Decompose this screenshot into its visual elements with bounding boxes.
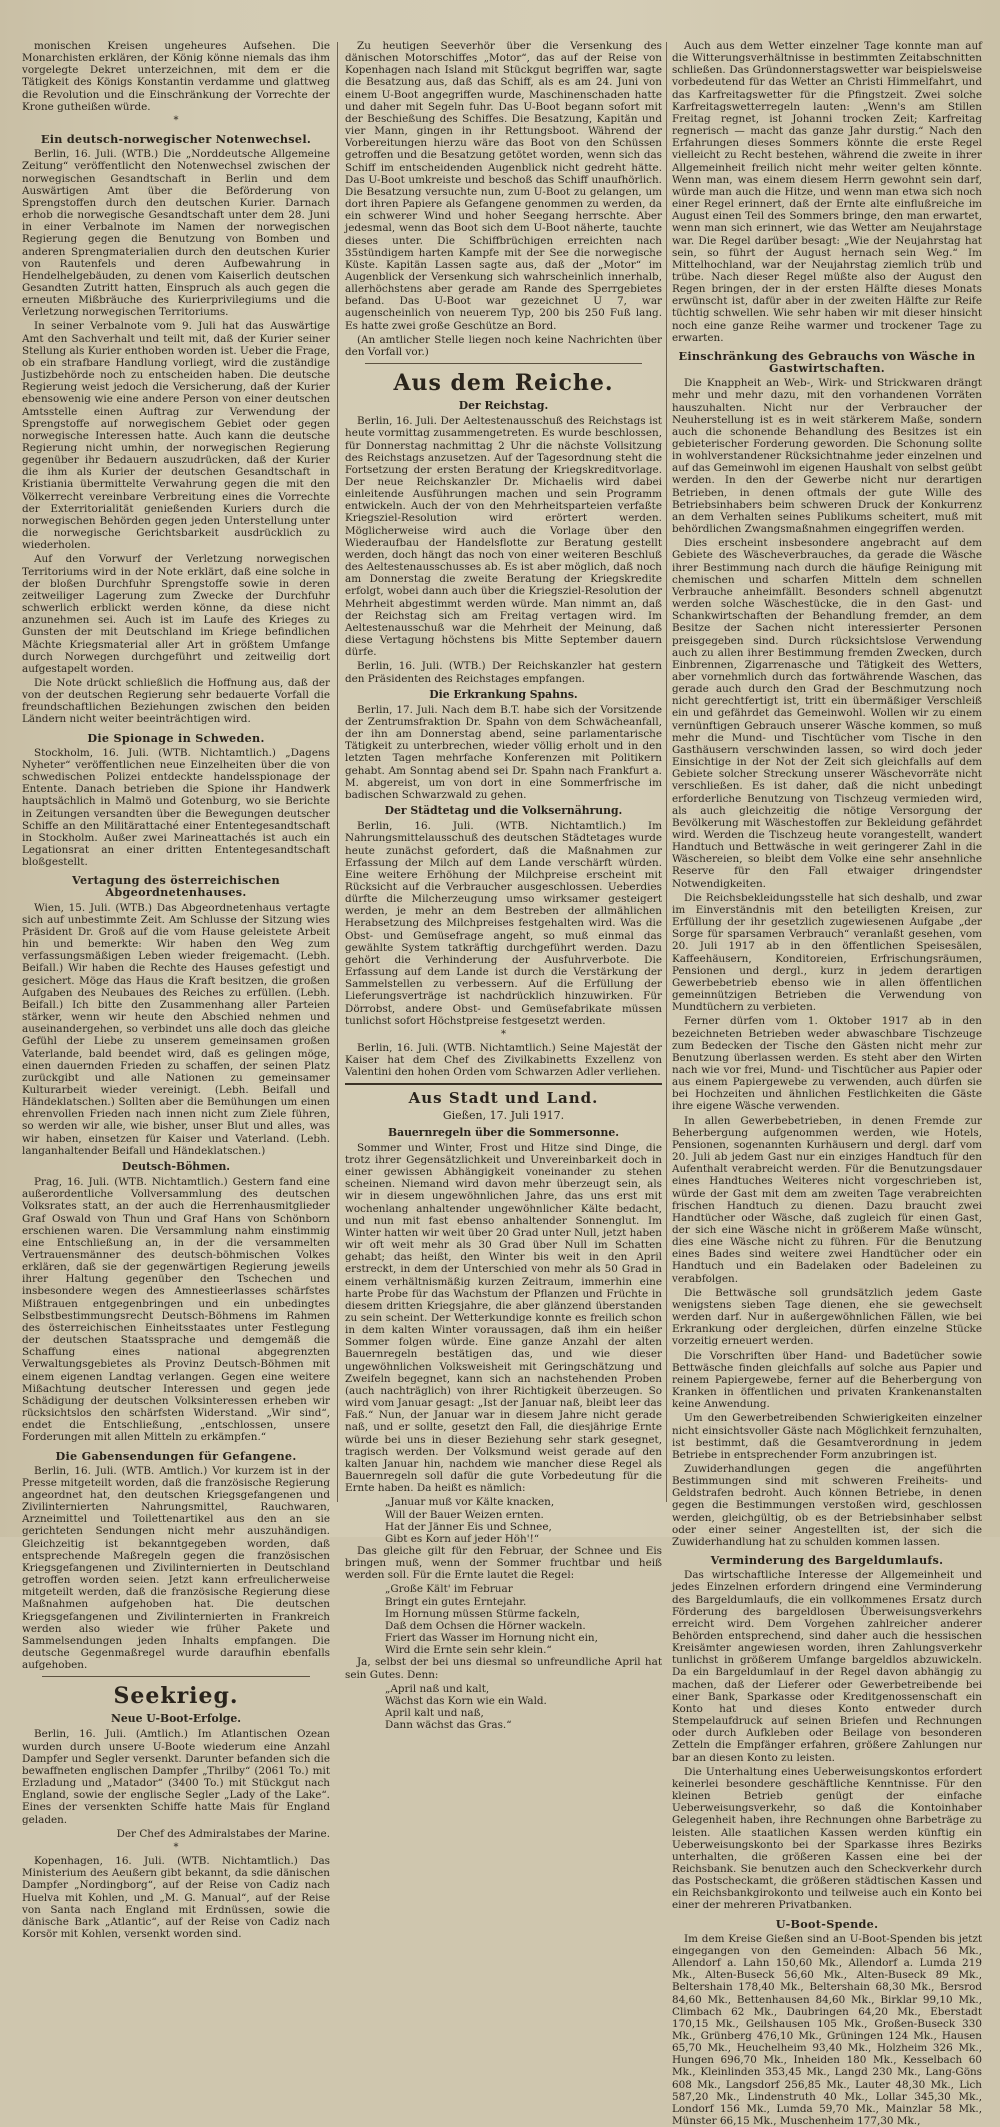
paragraph: In seiner Verbalnote vom 9. Juli hat das Auswärtige Amt den Sachverhalt und teilt mit, daß der Kurier seiner Stellung als Kurier enthoben worden ist. Ueber die Frage, ob ein strafbare Handlung vorliegt, wird die zuständige Justizbehörde noch zu entscheiden haben. Die deutsche Regierung weist jedoch die Versicherung, daß der Kurier ebensowenig wie eine andere Person von einer deutschen Amtsstelle einen Auftrag zur Verwendung der Sprengstoffe auf norwegischem Gebiet oder gegen norwegische Interessen hatte. Auch kann die deutsche Regierung nicht umhin, der norwegischen Regierung gegenüber ihr Bedauern auszudrücken, daß der Kurier die ihm als Kurier der deutschen Gesandtschaft in Kristiania übermittelte Verwahrung gegen die mit den Völkerrecht vereinbare Verbreitung eines die Vorrechte der Exterritorialität genießenden Kuriers durch die norwegischen Behörden gegen jeden Unterstellung unter die norwegische Gerichtsbarkeit ausdrücklich zu wiederholen. <box>22 320 330 552</box>
paragraph: Kopenhagen, 16. Juli. (WTB. Nichtamtlich.) Das Ministerium des Aeußern gibt bekannt, da sdie dänischen Dampfer „Nordingborg“, auf der Reise von Cadiz nach Huelva mit Kohlen, und „M. G. Manual“, auf der Reise von Santa nach England mit Erdnüssen, sowie die dänische Bark „Atlantic“, auf der Reise von Cadiz nach Korsör mit Kohlen, versenkt worden sind. <box>22 1855 330 1940</box>
headline: Vertagung des österreichischen Abgeordnetenhauses. <box>72 873 280 900</box>
paragraph: Ferner dürfen vom 1. Oktober 1917 ab in den bezeichneten Betrieben weder abwaschbare Tischzeuge zum Bedecken der Tische den Gästen nicht mehr zur Benutzung überlassen werden. Es steht aber den Wirten nach wie vor frei, Mund- und Tischtücher aus Papier oder aus einem Papiergewebe zu verwenden, auch dürfen sie bei Hochzeiten und ähnlichen Festlichkeiten die Gäste ihre eigene Wäsche verwenden. <box>672 1015 982 1113</box>
verse-line: Friert das Wasser im Hornung nicht ein, <box>385 1632 598 1645</box>
headline: Verminderung des Bargeldumlaufs. <box>710 1553 944 1568</box>
paragraph: Zuwiderhandlungen gegen die angeführten Bestimmungen sind mit schweren Freiheits- und Geldstrafen bedroht. Auch können Betriebe, in denen gegen die Bestimmungen verstoßen wird, geschlossen werden, gleichgültig, ob es der Betriebsinhaber selbst oder einer seiner Angestellten ist, der sich die Zuwiderhandlung hat zu schulden kommen lassen. <box>672 1462 982 1548</box>
verse-line: „Januar muß vor Kälte knacken, <box>385 1496 555 1509</box>
headline: Der Städtetag und die Volksernährung. <box>384 804 623 818</box>
separator-asterisk: * <box>501 1028 506 1040</box>
paragraph: (An amtlicher Stelle liegen noch keine Nachrichten über den Vorfall vor.) <box>345 333 662 358</box>
signature-line: Der Chef des Admiralstabes der Marine. <box>116 1827 330 1840</box>
paragraph: Im dem Kreise Gießen sind an U-Boot-Spenden bis jetzt eingegangen von den Gemeinden: Albach 56 Mk., Allendorf a. Lahn 150,60 Mk., Allendorf a. Lumda 219 Mk., Alten-Buseck 56,60 Mk., Alten-Buseck 89 Mk., Beltershain 178,40 Mk., Beltershain 68,30 Mk., Bersrod 84,60 Mk., Bettenhausen 84,60 Mk., Birklar 99,10 Mk., Climbach 62 Mk., Daubringen 64,20 Mk., Eberstadt 170,15 Mk., Geilshausen 105 Mk., Großen-Buseck 330 Mk., Grünberg 476,10 Mk., Grüningen 124 Mk., Hausen 65,70 Mk., Heuchelheim 93,40 Mk., Holzheim 326 Mk., Hungen 696,70 Mk., Inheiden 180 Mk., Kesselbach 60 Mk., Kleinlinden 353,45 Mk., Langd 230 Mk., Lang-Göns 608 Mk., Langsdorf 256,85 Mk., Lauter 48,30 Mk., Lich 587,20 Mk., Lindenstruth 40 Mk., Lollar 345,30 Mk., Londorf 156 Mk., Lumda 59,70 Mk., Mainzlar 58 Mk., Münster 66,15 Mk., Muschenheim 177,30 Mk., <box>672 1932 982 2127</box>
paragraph: Das gleiche gilt für den Februar, der Schnee und Eis bringen muß, wenn der Sommer fruchtbar und heiß werden soll. Für die Ernte lautet die Regel: <box>345 1544 662 1582</box>
column-rule <box>337 42 338 1502</box>
paragraph: Berlin, 16. Juli. Der Aeltestenausschuß des Reichstags ist heute vormittag zusammengetreten. Es wurde beschlossen, für Donnerstag nachmittag 2 Uhr die nächste Vollsitzung des Reichstags anzusetzen. Auf der Tagesordnung steht die Fortsetzung der ersten Beratung der Kriegskreditvorlage. Der neue Reichskanzler Dr. Michaelis wird dabei einleitende Ausführungen machen und sein Programm entwickeln. Auch der von den Mehrheitsparteien verfaßte Kriegsziel-Resolution wird erörtert werden. Möglicherweise wird auch die Vorlage über den Wiederaufbau der Handelsflotte zur Beratung gestellt werden, doch hängt das noch von einer weiteren Beschluß des Aeltestenausschusses ab. Es ist aber möglich, daß noch am Donnerstag die zweite Beratung der Kriegskredite erfolgt, wobei dann auch über die Kriegsziel-Resolution der Mehrheit abgestimmt werden würde. Man nimmt an, daß der Reichstag sich am Freitag vertagen wird. Im Aeltestenausschuß war die Mehrheit der Meinung, daß diese Vertagung höchstens bis Mitte September dauern dürfe. <box>345 415 662 659</box>
column-middle <box>345 40 662 1732</box>
paragraph: Berlin, 17. Juli. Nach dem B.T. habe sich der Vorsitzende der Zentrumsfraktion Dr. Spahn von dem Schwächeanfall, der ihn am Donnerstag abend, seine parlamentarische Tätigkeit zu unterbrechen, wieder völlig erholt und in den letzten Tagen mehrfache Konferenzen mit Politikern gehabt. Am Sonntag abend sei Dr. Spahn nach Frankfurt a. M. abgereist, um von dort in eine Sommerfrische im badischen Schwarzwald zu gehen. <box>345 703 662 801</box>
verse-block <box>345 1496 662 1545</box>
headline: Deutsch-Böhmen. <box>121 1159 231 1173</box>
verse-line: Bringt ein gutes Erntejahr. <box>385 1595 527 1608</box>
verse-line: Wird die Ernte sein sehr klein.“ <box>385 1644 552 1657</box>
paragraph: Die Note drückt schließlich die Hoffnung aus, daß der von der deutschen Regierung sehr bedauerte Vorfall die freundschaftlichen Beziehungen zwischen den beiden Ländern nicht weiter beeinträchtigen wird. <box>22 676 330 726</box>
paragraph: Prag, 16. Juli. (WTB. Nichtamtlich.) Gestern fand eine außerordentliche Vollversammlung des deutschen Volksrates statt, an der auch die Herrenhausmitglieder Graf Oswald von Thun und Graf Hans von Schönborn erschienen waren. Die Versammlung nahm einstimmig eine Entschließung an, in der die versammelten Vertrauensmänner des deutsch-böhmischen Volkes erklären, daß sie der gegenwärtigen Regierung jeweils ihrer Haltung gegenüber den Tschechen und insbesondere wegen des Amnestieerlasses schärfstes Mißtrauen entgegenbringen und ein unbedingtes Selbstbestimmungsrecht Deutsch-Böhmens im Rahmen des österreichischen Einheitsstaates unter Festlegung der deutschen Staatssprache und demgemäß die Schaffung eines national abgegrenzten Verwaltungsgebietes als Provinz Deutsch-Böhmen mit einem eigenen Landtag verlangen. Gegen eine weitere Mißachtung deutscher Interessen und gegen jede Schädigung der deutschen Volksinteressen erheben wir rücksichtslos den schärfsten Widerstand. „Wir sind“, endet die Entschließung, „entschlossen, unsere Forderungen mit allen Mitteln zu erkämpfen.“ <box>22 1176 330 1444</box>
divider <box>345 1083 662 1085</box>
paragraph: Zu heutigen Seeverhör über die Versenkung des dänischen Motorschiffes „Motor“, das auf der Reise von Kopenhagen nach Island mit Stückgut begriffen war, sagte die Besatzung aus, daß das Schiff, als es am 24. Juni von einem U-Boot angegriffen wurde, Maschinenschaden hatte und daher mit Segeln fuhr. Das U-Boot begann sofort mit der Beschießung des Schiffes. Die Besatzung, Kapitän und vier Mann, gingen in ihr Rettungsboot. Während der Vorbereitungen hierzu wäre das Boot von den Schüssen getroffen und die Besatzung getötet worden, wenn sich das Schiff im entscheidenden Augenblick nicht gedreht hätte. Das U-Boot umkreiste und beschoß das Schiff unaufhörlich. Die Besatzung versuchte nun, zum U-Boot zu gelangen, um dort ihren Papiere als Gefangene genommen zu werden, da ein schwerer Wind und hoher Seegang herrschte. Aber jedesmal, wenn das Boot sich dem U-Boot näherte, tauchte dieses unter. Die Schiffbrüchigen erreichten nach 35stündigem harten Kampfe mit der See die norwegische Küste. Kapitän Lassen sagte aus, daß der „Motor“ im Augenblick der Versenkung sich wahrscheinlich innerhalb, allerhöchstens aber gerade am Rande des Sperrgebietes befand. Das U-Boot war gezeichnet U 7, war augenscheinlich von neuerem Typ, 200 bis 250 Fuß lang. Es hatte zwei große Geschütze an Bord. <box>345 40 662 332</box>
paragraph: Berlin, 16. Juli. (WTB.) Die „Norddeutsche Allgemeine Zeitung“ veröffentlicht den Notenwechsel zwischen der norwegischen Gesandtschaft in Berlin und dem Auswärtigen Amt über die Beförderung von Sprengstoffen durch den deutschen Kurier. Darnach erhob die norwegische Gesandtschaft unter dem 28. Juni in einer Verbalnote im Namen der norwegischen Regierung gegen die Benutzung von Bomben und anderen Sprengmaterialien durch den deutschen Kurier von Rautenfels und deren Aufbewahrung in Hendelhelgebäuden, zu denen vom Kaiserlich deutschen Gesandten Zutritt hatten, Einspruch als auch gegen die erneuten Mißbräuche des Kurierprivilegiums und die Verletzung norwegischen Territoriums. <box>22 148 330 319</box>
headline: Der Reichstag. <box>458 399 549 413</box>
paragraph: Auch aus dem Wetter einzelner Tage konnte man auf die Witterungsverhältnisse in bestimmten Zeitabschnitten schließen. Das Gründonnerstagswetter war beispielsweise vorbedeutend für das Wetter an Christi Himmelfahrt, und das Karfreitagswetter für die Pfingstzeit. Zwei solche Karfreitagswetterregeln lauten: „Wenn's am Stillen Freitag regnet, ist Johanni trocken Zeit; Karfreitag regnerisch — macht das ganze Jahr durstig.“ Nach den Erfahrungen dieses Sommers könnte die erste Regel vielleicht zu Recht bestehen, während die zweite in ihrer Allgemeinheit freilich nicht mehr weiter gelten könnte. Wenn man, was einem diesem Herrn gewohnt sein darf, würde man auch die Hitze, und wenn man etwa sich noch einer Regel erinnert, daß der Ernte alte einflußreiche im August einen Teil des Sommers bringe, den man erwartet, wenn man sich erinnert, wie das Wetter am Neujahrstage war. Die Regel darüber besagt: „Wie der Neujahrstag hat sein, so führt der August hernach sein Weg.“ Im Mittelhochland, war der Neujahrstag ziemlich trüb und trübe. Nach dieser Regel müßte also der August den Regen bringen, der in der ersten Hälfte dieses Monats erwünscht ist, dafür aber in der zweiten Hälfte zur Reife tüchtig schwellen. Wie sehr haben wir mit dieser hinsicht noch eine ganze Reihe warmer und trockener Tage zu erwarten. <box>672 40 982 344</box>
paragraph: Berlin, 16. Juli. (WTB. Nichtamtlich.) Seine Majestät der Kaiser hat dem Chef des Zivilkabinetts Exzellenz von Valentini den hohen Orden vom Schwarzen Adler verliehen. <box>345 1042 662 1079</box>
paragraph: Um den Gewerbetreibenden Schwierigkeiten einzelner nicht einsichtsvoller Gäste nach Möglichkeit fernzuhalten, ist bestimmt, daß die Gesamtverordnung in jedem Betriebe in entsprechender Form anzubringen ist. <box>672 1412 982 1461</box>
paragraph: Berlin, 16. Juli. (WTB. Amtlich.) Vor kurzem ist in der Presse mitgeteilt worden, daß die französische Regierung angeordnet hat, den deutschen Kriegsgefangenen und Zivilinternierten Nahrungsmittel, Rauchwaren, Arzneimittel und Toilettenartikel aus den an sie gerichteten Sendungen nicht mehr auszuhändigen. Gleichzeitig ist bekanntgegeben worden, daß entsprechende Maßregeln gegen die französischen Kriegsgefangenen und Zivilinternierten in Deutschland getroffen worden seien. Jetzt kann erfreulicherweise mitgeteilt werden, daß die französische Regierung diese Maßnahmen aufgehoben hat. Die deutschen Kriegsgefangenen und Zivilinternierten in Frankreich werden also wieder wie früher Pakete und Sammelsendungen jeden Inhalts empfangen. Die deutsche Gegenmaßregel wurde daraufhin ebenfalls aufgehoben. <box>22 1464 330 1672</box>
headline: Neue U-Boot-Erfolge. <box>111 1712 241 1726</box>
verse-line: Im Hornung müssen Stürme fackeln, <box>385 1607 580 1620</box>
paragraph: In allen Gewerbebetrieben, in denen Fremde zur Beherbergung aufgenommen werden, wie Hotels, Pensionen, sogenannten Kurhäusern und dergl. darf vom 20. Juli ab jedem Gast nur ein einziges Handtuch für den Aufenthalt verabreicht werden. Für die Benutzungsdauer eines Handtuches Weiteres nicht vorgeschrieben ist, würde der Gast mit dem am zweiten Tage verabreichten frischen Handtuch zu dienen. Dazu braucht zwei Handtücher oder Wäsche, daß zugleich für einen Gast, der sich eine Wäsche nicht in größerem Maße wünscht, dies eine Wäsche nicht zu führen. Für die Benutzung eines Bades sind weitere zwei Handtücher oder ein Handtuch und ein Badelaken oder Badeleinen zu verabfolgen. <box>672 1114 982 1285</box>
paragraph: Die Unterhaltung eines Ueberweisungskontos erfordert keinerlei besondere geschäftliche Kenntnisse. Für den kleinen Betrieb genügt der einfache Ueberweisungsverkehr, so daß die Kontoinhaber Gelegenheit haben, ihre Rechnungen ohne Barbeträge zu leisten. Alle staatlichen Kassen werden künftig ein Ueberweisungskonto bei der Sparkasse ihres Bezirks unterhalten, die größeren Kassen eine bei der Reichsbank. Sie benutzen auch den Scheckverkehr durch das Postscheckamt, die größeren städtischen Kassen und ein Reichsbankgirokonto und teilweise auch ein Konto bei einer der mehreren Privatbanken. <box>672 1765 982 1912</box>
verse-line: Daß dem Ochsen die Hörner wackeln. <box>385 1619 586 1632</box>
column-right <box>672 40 982 2127</box>
paragraph: Die Bettwäsche soll grundsätzlich jedem Gaste wenigstens sieben Tage dienen, ehe sie gewechselt werden darf. Nur in außergewöhnlichen Fällen, wie bei Erkrankung oder dergleichen, dürfen einzelne Stücke vorzeitig erneuert werden. <box>672 1286 982 1348</box>
column-left <box>22 40 330 1940</box>
paragraph: Ja, selbst der bei uns diesmal so unfreundliche April hat sein Gutes. Denn: <box>345 1656 662 1681</box>
verse-block <box>345 1683 662 1732</box>
paragraph: Berlin, 16. Juli. (WTB. Nichtamtlich.) Im Nahrungsmittelausschuß des deutschen Städtetages wurde heute zunächst gefordert, daß die Maßnahmen zur Erfassung der Milch auf dem Lande verschärft würden. Eine weitere Erhöhung der Milchpreise erscheint mit Rücksicht auf die Verbraucher ausgeschlossen. Ueberdies dürfte die Milcherzeugung umso wirksamer gesteigert werden, je mehr an dem Bestreben der allmählichen Herabsetzung des Milchpreises festgehalten wird. Was die Obst- und Gemüsefrage angeht, so muß einmal das gewählte System tatkräftig durchgeführt werden. Dazu gehört die Verhinderung der Ausfuhrverbote. Die Erfassung auf dem Lande ist durch die Verstärkung der Sammelstellen zu verbessern. Auf die Erfüllung der Lieferungsverträge ist nachdrücklich hinzuwirken. Für Dörrobst, andere Obst- und Gemüsefabrikate müssen tunlichst sofort Höchstpreise festgesetzt werden. <box>345 820 662 1027</box>
paragraph: Auf den Vorwurf der Verletzung norwegischen Territoriums wird in der Note erklärt, daß eine solche in der bloßen Durchfuhr Sprengstoffe sowie in deren zeitweiliger Lagerung zum Zwecke der Durchfuhr schwerlich erblickt werden könne, da diese nicht anzunehmen sei. Auch ist im Laufe des Krieges zu Gunsten der mit Deutschland im Kriege befindlichen Mächte Kriegsmaterial aller Art in größtem Umfange durch Norwegen durchgeführt und zeitweilig dort aufgestapelt worden. <box>22 553 330 675</box>
divider <box>365 363 642 364</box>
section-title: Aus Stadt und Land. <box>408 1088 599 1107</box>
separator-asterisk: * <box>173 1841 179 1853</box>
verse-line: Wächst das Korn wie ein Wald. <box>385 1694 547 1707</box>
column-rule <box>666 42 667 1502</box>
section-title: Aus dem Reiche. <box>393 370 614 397</box>
headline: Die Erkrankung Spahns. <box>429 687 578 701</box>
separator-asterisk: * <box>173 114 179 126</box>
paragraph: Die Vorschriften über Hand- und Badetücher sowie Bettwäsche finden gleichfalls auf solche aus Papier und reinem Papiergewebe, ferner auf die Beherbergung von Kranken in öffentlichen und privaten Krankenanstalten keine Anwendung. <box>672 1349 982 1411</box>
paragraph: Berlin, 16. Juli. (Amtlich.) Im Atlantischen Ozean wurden durch unsere U-Boote wiederum eine Anzahl Dampfer und Segler versenkt. Darunter befanden sich die bewaffneten englischen Dampfer „Thrilby“ (2061 To.) mit Erzladung und „Matador“ (3400 To.) mit Stückgut nach England, sowie der englische Segler „Lady of the Lake“. Eines der versenkten Schiffe hatte Mais für England geladen. <box>22 1728 330 1826</box>
headline: Bauernregeln über die Sommersonne. <box>387 1125 620 1139</box>
section-title: Seekrieg. <box>113 1683 239 1710</box>
headline: U-Boot-Spende. <box>775 1916 879 1931</box>
verse-line: Hat der Jänner Eis und Schnee, <box>385 1520 552 1533</box>
verse-block <box>345 1583 662 1656</box>
headline: Die Spionage in Schweden. <box>87 730 265 745</box>
headline: Die Gabensendungen für Gefangene. <box>55 1448 297 1463</box>
verse-line: Gibt es Korn auf jeder Höh'!“ <box>385 1532 540 1545</box>
paragraph: Die Reichsbekleidungsstelle hat sich deshalb, und zwar im Einverständnis mit den beteiligten Kreisen, zur Erfüllung der ihr gesetzlich zugewiesenen Aufgabe „der Sorge für sparsamen Verbrauch“ veranlaßt gesehen, vom 20. Juli 1917 ab in den öffentlichen Speisesälen, Kaffeehäusern, Konditoreien, Erfrischungsräumen, Pensionen und dergl., kurz in jedem derartigen Gewerbebetrieb ebenso wie in allen öffentlichen gemeinnützigen Betrieben die Verwendung von Mundtüchern zu verbieten. <box>672 891 982 1014</box>
verse-line: „Große Kält' im Februar <box>385 1583 513 1596</box>
paragraph: Das wirtschaftliche Interesse der Allgemeinheit und jedes Einzelnen erfordern dringend eine Verminderung des Bargeldumlaufs, die ein vollkommenes Ersatz durch Förderung des bargeldlosen Überweisungsverkehrs erreicht wird. Dem Vorgehen zahlreicher anderer Behörden entsprechend, sind daher auch die hessischen Kreisämter angewiesen worden, ihren Zahlungsverkehr tunlichst in größerem Umfange bargeldlos abzuwickeln. Da ein Bargeldumlauf in der Regel davon abhängig zu machen, daß der Lieferer oder Gewerbetreibende bei einer Bank, Sparkasse oder Kreditgenossenschaft ein Konto hat und dieses Konto entweder durch Stempelaufdruck auf seinen Briefen und Rechnungen oder durch Aufkleben oder Beilage von besonderen Zetteln die Empfänger erfahren, größere Zahlungen nur bar an diesen Konto zu leisten. <box>672 1569 982 1764</box>
paragraph: Berlin, 16. Juli. (WTB.) Der Reichskanzler hat gestern den Präsidenten des Reichstages empfangen. <box>345 660 662 685</box>
headline: Einschränkung des Gebrauchs von Wäsche in Gastwirtschaften. <box>678 348 976 376</box>
divider <box>42 1676 310 1677</box>
paragraph: Die Knappheit an Web-, Wirk- und Strickwaren drängt mehr und mehr dazu, mit den vorhandenen Vorräten hauszuhalten. Nicht nur der Verbraucher der Neuherstellung ist es in weit stärkerem Maße, sondern auch die schonende Behandlung des Besitzes ist ein gebieterischer Forderung geworden. Die Schonung sollte in wohlverstandener Rücksichtnahme jeder einzelnen und auf das Gemeinwohl im eigenen Haushalt von selbst geübt werden. In den der Gewerbe nicht nur derartigen Betrieben, in denen oftmals der gute Wille des Betriebsinhabers beim schweren Druck der Konkurrenz an dem Verhalten seines Publikums scheitert, muß mit behördlichen Zwangsmaßnahmen eingegriffen werden. <box>672 377 982 536</box>
headline: Ein deutsch-norwegischer Notenwechsel. <box>40 132 312 147</box>
paragraph: monischen Kreisen ungeheures Aufsehen. Die Monarchisten erklären, der König könne niemals das ihm vorgelegte Dekret unterzeichnen, mit dem er die Tätigkeit des Königs Konstantin verdamme und glattweg die Revolution und die Einschränkung der Vorrechte der Krone gutheißen würde. <box>22 40 330 113</box>
paragraph: Stockholm, 16. Juli. (WTB. Nichtamtlich.) „Dagens Nyheter“ veröffentlichen neue Einzelheiten über die von schwedischen Polizei entdeckte handelsspionage der Entente. Danach betrieben die Spione ihr Handwerk hauptsächlich in Malmö und Gotenburg, wo sie Berichte in Zeitungen versandten über die Bewegungen deutscher Schiffe an den Militärattaché einer Ententegesandtschaft in Stockholm. Außer zwei Marineattachés ist auch ein Legationsrat an einer dritten Ententegesandtschaft bloßgestellt. <box>22 746 330 869</box>
dateline: Gießen, 17. Juli 1917. <box>442 1108 565 1122</box>
verse-line: Dann wächst das Gras.“ <box>385 1719 512 1732</box>
paragraph: Wien, 15. Juli. (WTB.) Das Abgeordnetenhaus vertagte sich auf unbestimmte Zeit. Am Schlusse der Sitzung wies Präsident Dr. Groß auf die vom Hause geleistete Arbeit hin und bemerkte: Wir haben den Weg zum verfassungsmäßigen Leben wieder freigemacht. (Lebh. Beifall.) Wir haben die Rechte des Hauses gefestigt und gesichert. Möge das Haus die Kraft besitzen, die großen Aufgaben des Neubaues des Reiches zu erfüllen. (Lebh. Beifall.) Ich bitte den Zusammenhang aller Parteien stärker, wenn wir heute den Abschied nehmen und auseinandergehen, so verbindet uns alle doch das gleiche Gefühl der Liebe zu unserem gemeinsamen großen Vaterlande, bald beendet wird, daß es gelingen möge, einen dauernden Frieden zu schaffen, der seinen Platz zurückgibt und alle Nationen zu gemeinsamer Kulturarbeit wieder vereinigt. (Lebh. Beifall und Händeklatschen.) Sollten aber die Bemühungen um einen ehrenvollen Frieden nach innen nicht zum Ziele führen, so werden wir alle, wie bisher, unser Blut und alles, was wir haben, einsetzen für Kaiser und Vaterland. (Lebh. langanhaltender Beifall und Händeklatschen.) <box>22 901 330 1157</box>
verse-line: April kalt und naß, <box>385 1707 484 1719</box>
verse-line: „April naß und kalt, <box>385 1682 490 1695</box>
verse-line: Will der Bauer Weizen ernten. <box>385 1508 544 1521</box>
paragraph: Dies erscheint insbesondere angebracht auf dem Gebiete des Wäscheverbrauches, da gerade die Wäsche ihrer Bestimmung nach durch die häufige Reinigung mit chemischen und scharfen Mitteln dem schnellen Verbrauche anheimfällt. Besonders schnell abgenutzt werden solche Wäschestücke, die in den Gast- und Schankwirtschaften der Behandlung fremder, an dem Besitze der Sachen nicht interessierter Personen preisgegeben sind. Durch rücksichtslose Verwendung auch zu allen ihrer Bestimmung fremden Zwecken, durch Einbrennen, Zigarrenasche und Tätigkeit des Wetters, aber vornehmlich durch das fortwährende Waschen, das gerade auch durch den Grad der Beschmutzung noch nicht gerechtfertigt ist, tritt ein übermäßiger Verschleiß ein und gefährdet das Gemeinwohl. Wollen wir zu einem vernünftigen Gebrauch unserer Wäsche kommen, so muß mehr die Mund- und Tischtücher vom Tische in den Gasthäusern verschwinden lassen, so wird doch jeder Einsichtige in der Not der Zeit sich gleichfalls auf dem Gebiete solcher Streckung unserer Wäschevorräte nicht verschließen. Es ist daher, daß die nicht unbedingt erforderliche Benutzung von Tischzeug vermieden wird, als auch gleichzeitig die nötige Versorgung der Bevölkerung mit Wäschestoffen zur Bekleidung gefährdet wird. Werden die Tischzeug heute vorangestellt, wandert Handtuch und Bettwäsche in weit geringerer Zahl in die Wäschereien, so bleibt dem Volke eine sehr ansehnliche Reserve für den Fall etwaiger dringendster Notwendigkeiten. <box>672 537 982 890</box>
paragraph: Sommer und Winter, Frost und Hitze sind Dinge, die trotz ihrer Gegensätzlichkeit und Unvereinbarkeit doch in einer gewissen Abhängigkeit voneinander zu stehen scheinen. Niemand wird davon mehr überzeugt sein, als wir in diesem ungewöhnlichen Jahre, das uns erst mit wochenlang anhaltender ungewöhnlicher Kälte bedacht, und nun mit fast ebenso anhaltender Sonnenglut. Im Winter hatten wir weit über 20 Grad unter Null, jetzt haben wir oft weit mehr als 30 Grad über Null im Schatten gehabt; das heißt, den Winter bis weit in den April erstreckt, in dem der Unterschied von mehr als 50 Grad in einem verhältnismäßig kurzen Zeitraum, immerhin eine harte Probe für das Wachstum der Pflanzen und Früchte in diesem dritten Kriegsjahre, die aber glänzend überstanden zu sein scheint. Der Wetterkundige konnte es freilich schon in dem kalten Winter voraussagen, daß ihm ein heißer Sommer folgen würde. Eine ganze Anzahl der alten Bauernregeln bestätigen das, und wie dieser ungewöhnlichen Volksweisheit mit Geringschätzung und Zweifeln begegnet, kann sich an nachstehenden Proben (auch nachträglich) von ihrer Richtigkeit überzeugen. So wird vom Januar gesagt: „Ist der Januar naß, bleibt leer das Faß.“ Nun, der Januar war in diesem Jahre nicht gerade naß, und er sollte, gesetzt den Fall, die diesjährige Ernte würde bei uns in dieser Beziehung sehr stark gesegnet, tragisch werden. Der Volksmund weist gerade auf den kalten Januar hin, nachdem wie mancher diese Regel als Bauernregeln soll dafür die gute Vorbedeutung für die Ernte haben. Da heißt es nämlich: <box>345 1141 662 1495</box>
